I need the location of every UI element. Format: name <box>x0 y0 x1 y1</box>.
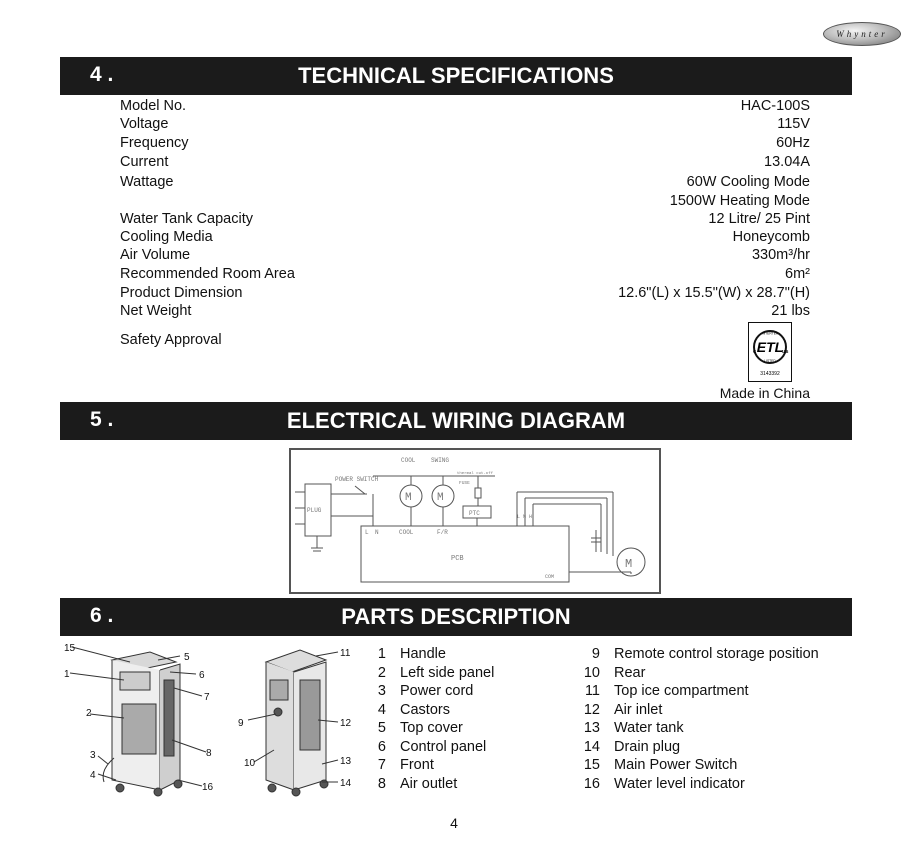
spec-label: Net Weight <box>120 303 192 319</box>
wiring-com: COM <box>545 574 555 580</box>
callout: 1 <box>64 669 70 680</box>
spec-value: 13.04A <box>764 154 810 170</box>
callout: 14 <box>340 778 352 789</box>
section-title: TECHNICAL SPECIFICATIONS <box>298 63 614 88</box>
wiring-plug: PLUG <box>307 507 322 514</box>
part-number: 8 <box>377 775 386 792</box>
part-item <box>580 702 662 720</box>
part-item <box>366 702 450 720</box>
spec-row <box>120 332 810 350</box>
callout: 16 <box>202 782 214 793</box>
etl-bottom: LISTED <box>764 359 776 363</box>
wiring-ptc: PTC <box>469 510 480 517</box>
part-name: Castors <box>400 701 450 718</box>
section-5-header <box>60 402 852 440</box>
part-item <box>580 739 680 757</box>
part-number: 13 <box>583 720 600 736</box>
callout: 15 <box>64 643 76 654</box>
spec-label: Model No. <box>120 98 187 114</box>
part-item <box>366 665 494 683</box>
part-number: 16 <box>583 775 600 792</box>
spec-value: 330m³/hr <box>751 247 810 263</box>
spec-row <box>120 193 810 211</box>
wiring-cool-top: COOL <box>401 457 416 464</box>
wiring-pcb: PCB <box>451 555 464 563</box>
swing-motor-icon: M <box>437 492 444 504</box>
spec-row <box>120 266 810 284</box>
spec-row <box>120 247 810 265</box>
wiring-thermal-cutoff: thermal cut-off <box>457 472 494 476</box>
part-item <box>366 683 473 701</box>
spec-row <box>120 285 810 303</box>
spec-row <box>120 303 810 321</box>
part-name: Handle <box>400 646 446 662</box>
page-number: 4 <box>450 815 458 831</box>
section-number: 5 . <box>90 408 114 431</box>
spec-value: 6m² <box>785 266 810 282</box>
spec-row <box>120 116 810 134</box>
wiring-diagram <box>289 448 661 594</box>
callout: 4 <box>90 770 96 781</box>
part-number: 5 <box>377 720 386 736</box>
fan-motor-icon: M <box>405 492 412 504</box>
part-name: Left side panel <box>400 664 495 681</box>
etl-mark: ETL <box>756 339 784 355</box>
main-motor-icon: M <box>625 557 633 571</box>
wiring-cool-bottom: COOL <box>399 529 414 536</box>
section-number: 4 . <box>90 63 114 86</box>
part-name: Top cover <box>400 720 463 736</box>
part-item <box>580 683 749 701</box>
callout: 13 <box>340 756 352 767</box>
spec-label: Cooling Media <box>120 229 213 245</box>
part-name: Power cord <box>400 683 474 699</box>
section-6-header <box>60 598 852 636</box>
part-number: 15 <box>583 757 600 773</box>
part-name: Control panel <box>400 738 487 755</box>
spec-row <box>120 229 810 247</box>
part-item <box>580 720 684 738</box>
spec-label: Wattage <box>120 174 174 190</box>
spec-label: Product Dimension <box>120 285 243 301</box>
spec-label: Air Volume <box>120 247 191 263</box>
wiring-fuse: FUSE <box>459 481 470 486</box>
spec-value: 1500W Heating Mode <box>669 193 810 209</box>
spec-value: 21 lbs <box>771 303 810 319</box>
rear-unit-illustration <box>230 640 370 798</box>
callout: 6 <box>199 670 205 681</box>
wiring-swing: SWING <box>431 457 450 464</box>
callout: 5 <box>184 652 190 663</box>
etl-number: 3143392 <box>760 371 780 377</box>
part-item <box>580 646 819 664</box>
part-number: 4 <box>377 701 386 718</box>
part-name: Air outlet <box>400 775 458 792</box>
part-number: 10 <box>583 664 600 681</box>
wiring-n: N <box>375 529 379 536</box>
spec-row <box>120 98 810 116</box>
part-number: 2 <box>377 664 386 681</box>
callout: 10 <box>244 758 256 769</box>
etl-right: us <box>782 349 789 355</box>
part-item <box>366 646 446 664</box>
spec-row <box>120 174 810 192</box>
spec-value: 60W Cooling Mode <box>686 174 810 190</box>
spec-label: Safety Approval <box>120 332 222 348</box>
spec-value: 12 Litre/ 25 Pint <box>708 211 810 227</box>
callout: 9 <box>238 718 244 729</box>
part-item <box>580 776 745 794</box>
wiring-power-switch: POWER SWITCH <box>335 476 379 483</box>
spec-label: Water Tank Capacity <box>120 211 253 227</box>
spec-row <box>120 211 810 229</box>
part-number: 9 <box>591 646 600 662</box>
wiring-lmh: L M H <box>517 514 533 520</box>
part-item <box>366 739 486 757</box>
part-name: Remote control storage position <box>614 646 819 662</box>
callout: 2 <box>86 708 92 719</box>
spec-label: Voltage <box>120 116 169 132</box>
part-name: Top ice compartment <box>614 683 749 699</box>
part-name: Rear <box>614 664 646 681</box>
spec-value: 115V <box>777 116 810 132</box>
part-number: 14 <box>583 738 600 755</box>
etl-top: INTERTEK <box>761 331 779 336</box>
spec-value: 12.6"(L) x 15.5"(W) x 28.7"(H) <box>618 285 810 301</box>
part-name: Drain plug <box>614 738 681 755</box>
front-unit-illustration <box>60 640 220 798</box>
part-number: 6 <box>377 738 386 755</box>
part-item <box>580 665 645 683</box>
part-name: Air inlet <box>614 701 663 718</box>
section-4-header <box>60 57 852 95</box>
part-name: Front <box>400 757 434 773</box>
part-item <box>580 757 737 775</box>
callout: 3 <box>90 750 96 761</box>
part-number: 11 <box>584 683 600 699</box>
callout: 8 <box>206 748 212 759</box>
spec-label: Current <box>120 154 169 170</box>
callout: 7 <box>204 692 210 703</box>
part-item <box>366 720 463 738</box>
section-title: PARTS DESCRIPTION <box>341 604 571 629</box>
spec-value: Honeycomb <box>732 229 810 245</box>
part-number: 7 <box>377 757 386 773</box>
callout: 12 <box>340 718 352 729</box>
spec-row <box>120 154 810 172</box>
spec-label: Recommended Room Area <box>120 266 295 282</box>
wiring-l: L <box>365 529 369 536</box>
part-item <box>366 757 434 775</box>
made-in: Made in China <box>719 385 810 401</box>
section-title: ELECTRICAL WIRING DIAGRAM <box>286 408 626 433</box>
etl-left: c <box>753 349 757 355</box>
part-number: 1 <box>377 646 386 662</box>
part-number: 3 <box>377 683 386 699</box>
part-name: Water tank <box>614 720 684 736</box>
wiring-fr: F/R <box>437 529 448 536</box>
part-name: Water level indicator <box>614 775 745 792</box>
part-item <box>366 776 457 794</box>
spec-value: 60Hz <box>776 135 810 151</box>
part-name: Main Power Switch <box>614 757 738 773</box>
part-number: 12 <box>583 701 600 718</box>
etl-listed-mark-icon <box>748 322 792 382</box>
spec-label: Frequency <box>120 135 189 151</box>
section-number: 6 . <box>90 604 114 627</box>
spec-row <box>120 135 810 153</box>
spec-value: HAC-100S <box>740 98 810 114</box>
brand-logo-text: Whynter <box>836 29 888 39</box>
brand-logo <box>823 22 901 46</box>
callout: 11 <box>340 648 351 659</box>
